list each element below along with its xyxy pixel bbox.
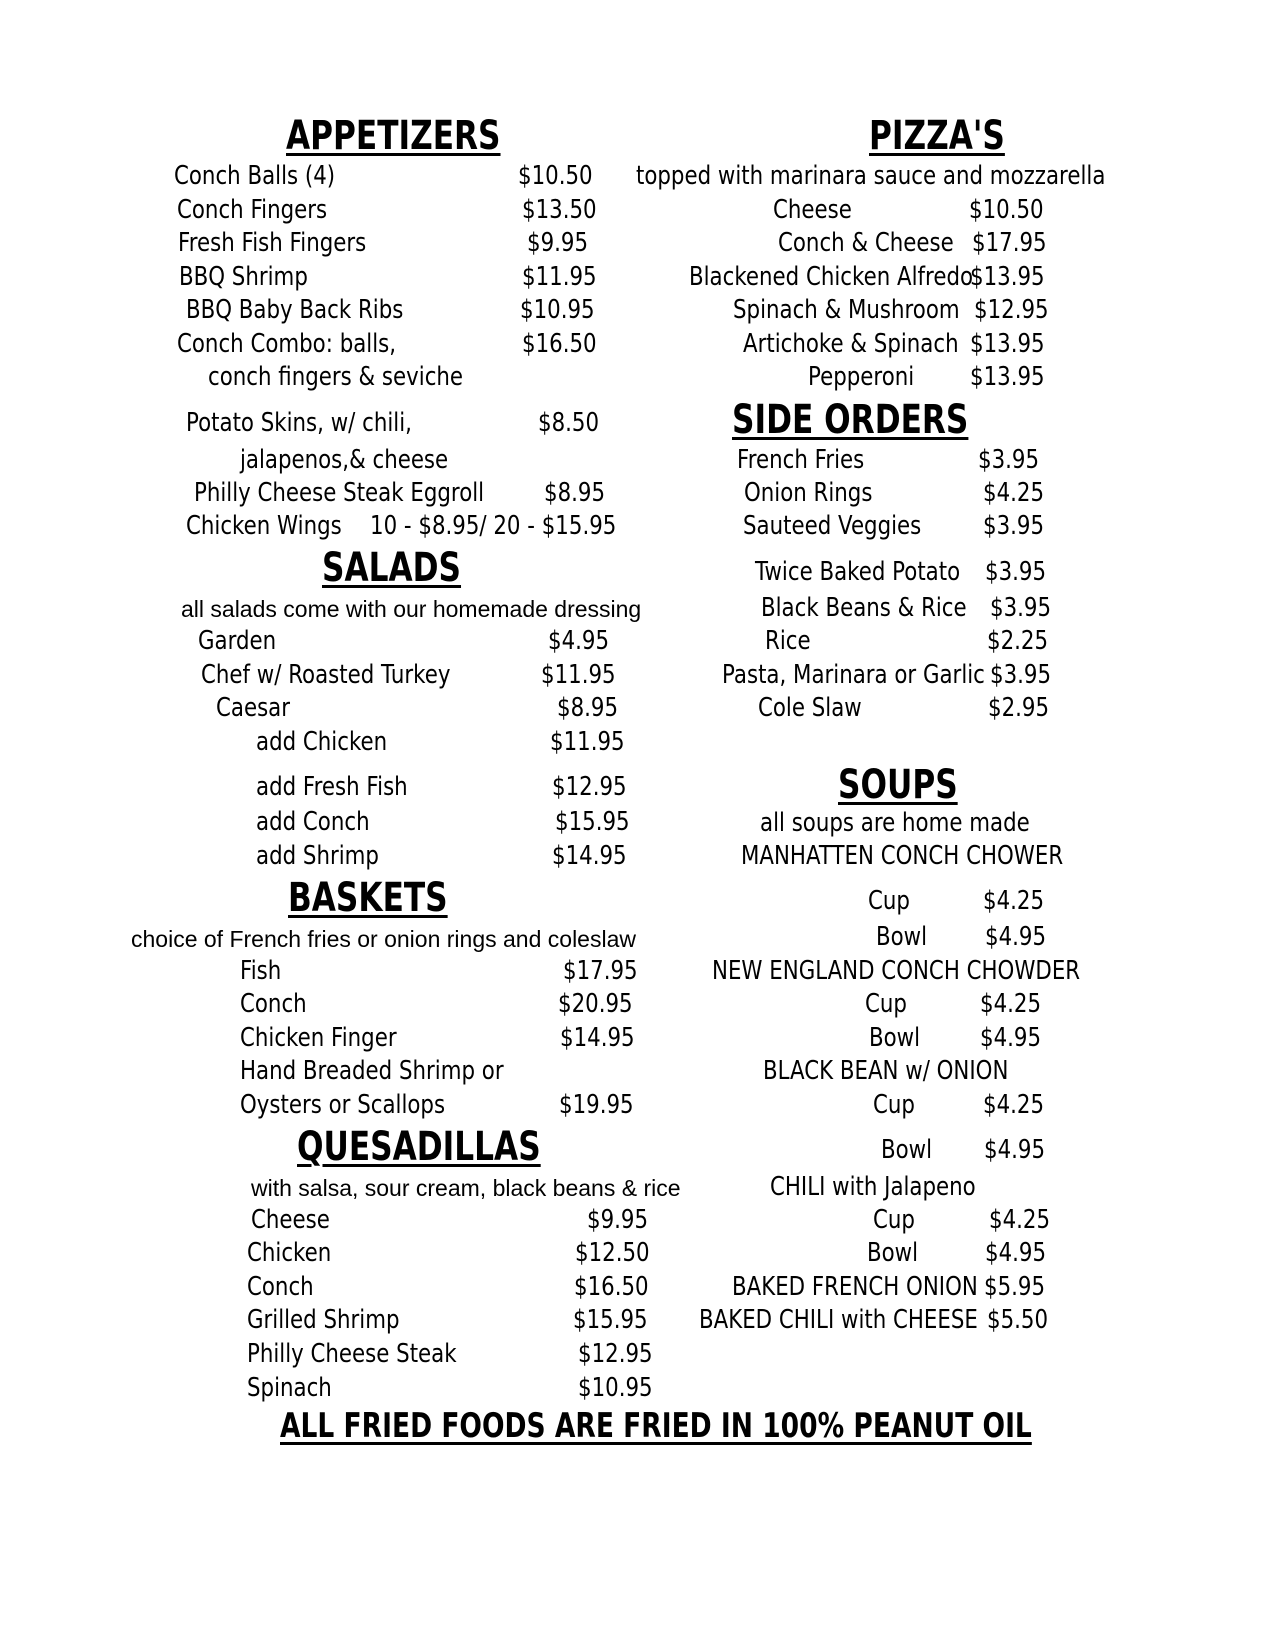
menu-item-name: Rice: [765, 626, 811, 656]
menu-item-price: $3.95: [985, 557, 1047, 587]
menu-item-price: $3.95: [978, 445, 1040, 475]
menu-item-name: Blackened Chicken Alfredo: [689, 262, 974, 292]
menu-item-price: $13.50: [522, 195, 597, 225]
menu-item-price: $8.95: [544, 478, 606, 508]
menu-item-name: Spinach & Mushroom: [733, 295, 960, 325]
menu-item-name: jalapenos,& cheese: [240, 445, 449, 475]
menu-item-price: $16.50: [574, 1272, 649, 1302]
menu-item-price: $12.95: [578, 1339, 653, 1369]
menu-item-price: $3.95: [990, 593, 1052, 623]
soup-name: BAKED FRENCH ONION: [732, 1272, 978, 1302]
menu-item-name: add Conch: [256, 807, 370, 837]
menu-item-price: $17.95: [972, 228, 1047, 258]
menu-item-price: $16.50: [522, 329, 597, 359]
soup-name: BLACK BEAN w/ ONION: [763, 1056, 1009, 1086]
menu-item-price: $11.95: [522, 262, 597, 292]
menu-item-name: Chicken Wings: [186, 511, 342, 541]
menu-item-name: Cole Slaw: [758, 693, 862, 723]
menu-item-price: $12.95: [974, 295, 1049, 325]
menu-item-price: $8.95: [557, 693, 619, 723]
menu-item-name: Spinach: [247, 1373, 332, 1403]
menu-item-name: Chicken: [247, 1238, 332, 1268]
menu-item-price: $4.95: [980, 1023, 1042, 1053]
menu-item-price: $13.95: [970, 329, 1045, 359]
menu-item-price: $9.95: [587, 1205, 649, 1235]
menu-item-name: Pasta, Marinara or Garlic: [722, 660, 985, 690]
menu-item-name: add Fresh Fish: [256, 772, 408, 802]
menu-item-price: $4.95: [985, 1238, 1047, 1268]
menu-item-price: $4.95: [985, 922, 1047, 952]
menu-item-name: Twice Baked Potato: [755, 557, 961, 587]
soup-name: NEW ENGLAND CONCH CHOWDER: [712, 956, 1081, 986]
menu-item-price: $2.25: [987, 626, 1049, 656]
menu-item-price: $10.95: [520, 295, 595, 325]
baskets-note: choice of French fries or onion rings and coleslaw: [131, 926, 636, 952]
menu-item-price: $15.95: [555, 807, 630, 837]
pizzas-note: topped with marinara sauce and mozzarella: [636, 161, 1106, 191]
side-orders-heading: SIDE ORDERS: [732, 397, 969, 443]
menu-item-price: $4.25: [983, 478, 1045, 508]
menu-item-name: French Fries: [737, 445, 865, 475]
menu-item-name: Cheese: [773, 195, 852, 225]
menu-item-name: Philly Cheese Steak: [247, 1339, 457, 1369]
menu-item-price: $11.95: [550, 727, 625, 757]
soup-size: Bowl: [869, 1023, 921, 1053]
salads-note: all salads come with our homemade dressing: [181, 596, 642, 622]
menu-item-price: $3.95: [990, 660, 1052, 690]
appetizers-heading: APPETIZERS: [286, 113, 501, 159]
menu-item-name: Chicken Finger: [240, 1023, 397, 1053]
menu-item-name: BBQ Shrimp: [179, 262, 308, 292]
menu-item-price: $19.95: [559, 1090, 634, 1120]
menu-item-name: Caesar: [216, 693, 291, 723]
menu-item-price: 10 - $8.95/ 20 - $15.95: [370, 511, 617, 541]
menu-item-name: Fish: [240, 956, 282, 986]
menu-item-name: Potato Skins, w/ chili,: [186, 408, 412, 438]
menu-item-name: Conch Combo: balls,: [177, 329, 397, 359]
soups-heading: SOUPS: [838, 762, 958, 808]
peanut-oil-notice: ALL FRIED FOODS ARE FRIED IN 100% PEANUT OIL: [280, 1406, 1032, 1446]
menu-item-name: Fresh Fish Fingers: [178, 228, 367, 258]
menu-item-name: Chef w/ Roasted Turkey: [201, 660, 451, 690]
quesadillas-note: with salsa, sour cream, black beans & rice: [251, 1175, 681, 1201]
menu-item-name: Cheese: [251, 1205, 330, 1235]
menu-item-price: $5.95: [984, 1272, 1046, 1302]
menu-item-price: $5.50: [987, 1305, 1049, 1335]
menu-item-name: Conch & Cheese: [778, 228, 954, 258]
soup-size: Cup: [868, 886, 910, 916]
soup-size: Bowl: [881, 1135, 933, 1165]
menu-item-price: $14.95: [552, 841, 627, 871]
menu-item-name: Hand Breaded Shrimp or: [240, 1056, 504, 1086]
menu-item-price: $13.95: [970, 362, 1045, 392]
menu-item-price: $11.95: [541, 660, 616, 690]
menu-item-name: Pepperoni: [808, 362, 915, 392]
menu-item-price: $13.95: [970, 262, 1045, 292]
soup-size: Cup: [873, 1090, 915, 1120]
menu-item-price: $10.95: [578, 1373, 653, 1403]
menu-item-name: add Shrimp: [256, 841, 379, 871]
menu-item-name: Black Beans & Rice: [761, 593, 967, 623]
soup-size: Bowl: [867, 1238, 919, 1268]
menu-item-name: Artichoke & Spinach: [743, 329, 959, 359]
salads-heading: SALADS: [322, 545, 462, 591]
soup-size: Cup: [865, 989, 907, 1019]
menu-item-name: Grilled Shrimp: [247, 1305, 400, 1335]
menu-item-price: $4.95: [984, 1135, 1046, 1165]
menu-item-price: $4.25: [989, 1205, 1051, 1235]
menu-item-name: Sauteed Veggies: [743, 511, 922, 541]
quesadillas-heading: QUESADILLAS: [297, 1124, 541, 1170]
menu-item-name: Conch Balls (4): [174, 161, 336, 191]
menu-item-name: BBQ Baby Back Ribs: [186, 295, 404, 325]
menu-item-price: $4.25: [983, 886, 1045, 916]
menu-item-name: Garden: [198, 626, 277, 656]
menu-item-price: $20.95: [558, 989, 633, 1019]
soup-name: CHILI with Jalapeno: [770, 1172, 976, 1202]
menu-item-name: Conch Fingers: [177, 195, 328, 225]
menu-item-name: Conch: [247, 1272, 314, 1302]
menu-item-price: $3.95: [983, 511, 1045, 541]
soups-note: all soups are home made: [760, 808, 1030, 838]
pizzas-heading: PIZZA'S: [869, 113, 1005, 159]
menu-item-price: $9.95: [527, 228, 589, 258]
menu-item-price: $14.95: [560, 1023, 635, 1053]
menu-item-price: $15.95: [573, 1305, 648, 1335]
menu-item-name: conch fingers & seviche: [208, 362, 464, 392]
soup-size: Bowl: [876, 922, 928, 952]
menu-item-price: $12.95: [552, 772, 627, 802]
menu-item-name: Philly Cheese Steak Eggroll: [194, 478, 485, 508]
menu-item-price: $4.95: [548, 626, 610, 656]
menu-item-price: $10.50: [518, 161, 593, 191]
menu-item-price: $10.50: [969, 195, 1044, 225]
menu-item-price: $4.25: [980, 989, 1042, 1019]
menu-item-name: Conch: [240, 989, 307, 1019]
menu-item-price: $12.50: [575, 1238, 650, 1268]
menu-item-price: $8.50: [538, 408, 600, 438]
menu-item-name: Oysters or Scallops: [240, 1090, 446, 1120]
menu-item-price: $2.95: [988, 693, 1050, 723]
menu-item-price: $17.95: [563, 956, 638, 986]
menu-item-name: Onion Rings: [744, 478, 873, 508]
soup-name: MANHATTEN CONCH CHOWER: [741, 841, 1064, 871]
menu-item-price: $4.25: [983, 1090, 1045, 1120]
menu-item-name: add Chicken: [256, 727, 388, 757]
baskets-heading: BASKETS: [288, 875, 448, 921]
soup-size: Cup: [873, 1205, 915, 1235]
soup-name: BAKED CHILI with CHEESE: [699, 1305, 978, 1335]
